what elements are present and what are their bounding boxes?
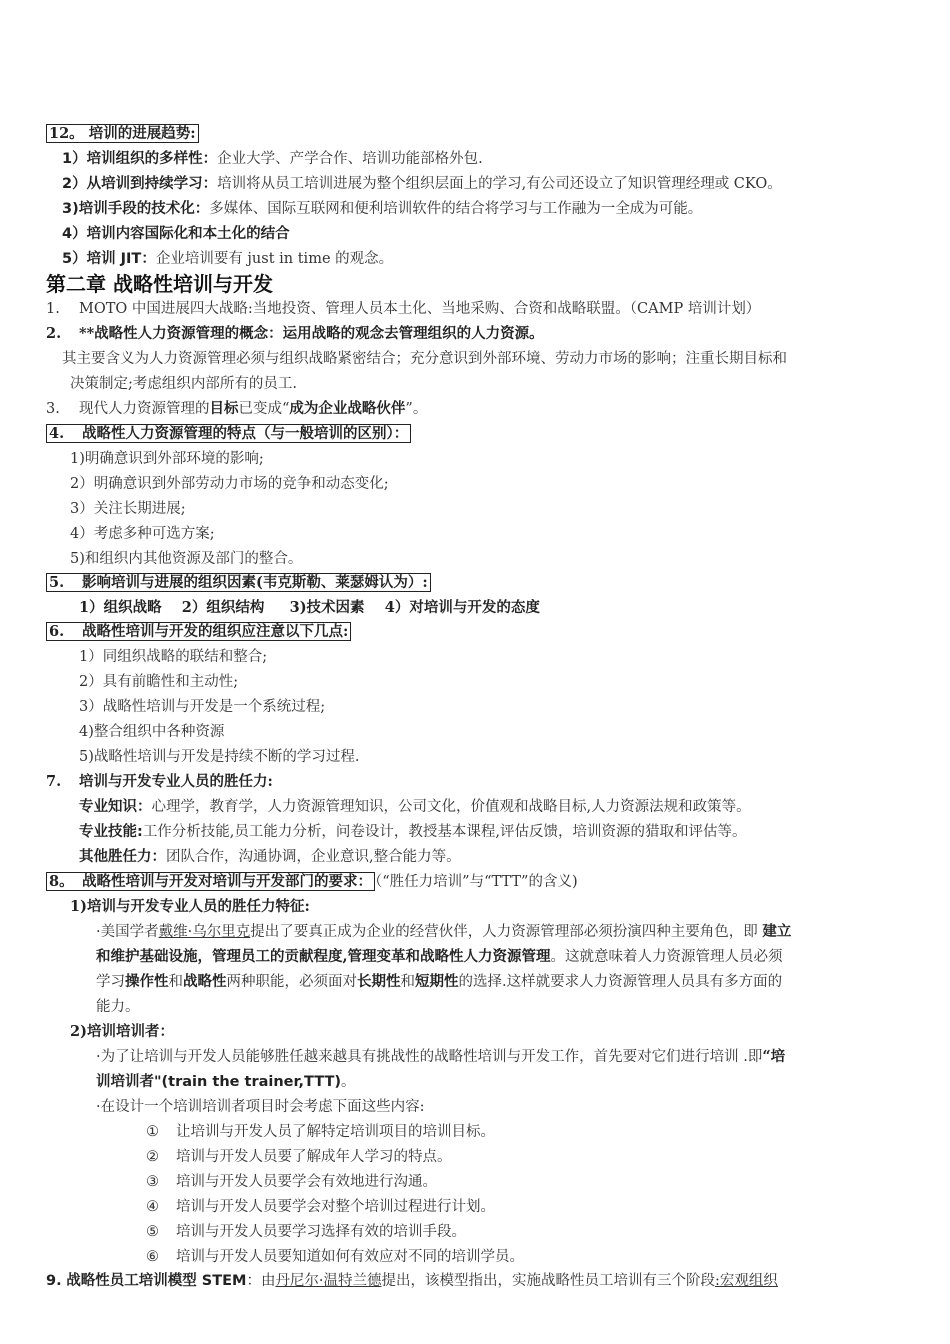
item-3: 3. 现代人力资源管理的目标已变成“成为企业战略伙伴”。 — [46, 400, 428, 417]
item-8-para-3: ·在设计一个培训培训者项目时会考虑下面这些内容: — [96, 1099, 425, 1115]
item-8-para-1-line4: 能力。 — [96, 999, 140, 1015]
item-1: 1. MOTO 中国进展四大战略:当地投资、管理人员本土化、当地采购、合资和战略联盟。（CAMP 培训计划） — [46, 301, 761, 317]
item-9: 9. 战略性员工培训模型 STEM：由丹尼尔·温特兰德提出，该模型指出，实施战略性员工培训有三个阶段:宏观组织 — [46, 1273, 778, 1289]
item-2-body-line2: 决策制定;考虑组织内部所有的员工. — [70, 376, 297, 392]
item-8-sub-2: 2)培训培训者： — [70, 1023, 174, 1040]
chapter-title: 第二章 战略性培训与开发 — [46, 272, 273, 296]
item-8-para-2-line2: 训培训者"(train the trainer,TTT)。 — [96, 1074, 356, 1090]
item-2-title: 2. **战略性人力资源管理的概念：运用战略的观念去管理组织的人力资源。 — [46, 325, 544, 342]
ttt-list-item-3: ③ 培训与开发人员要学会有效地进行沟通。 — [146, 1174, 437, 1190]
item-6-point-1: 1）同组织战略的联结和整合; — [79, 649, 268, 665]
item-7-row-1: 专业知识：心理学，教育学，人力资源管理知识，公司文化，价值观和战略目标,人力资源法规和政策等。 — [79, 799, 751, 815]
ttt-list-item-6: ⑥ 培训与开发人员要知道如何有效应对不同的培训学员。 — [146, 1249, 524, 1265]
section-12-heading: 12。 培训的进展趋势: — [46, 124, 199, 144]
item-6-title: 6. 战略性培训与开发的组织应注意以下几点: — [46, 622, 351, 642]
item-4-point-1: 1)明确意识到外部环境的影响; — [70, 451, 264, 467]
item-8-sub-1: 1)培训与开发专业人员的胜任力特征: — [70, 898, 310, 915]
item-4-point-5: 5)和组织内其他资源及部门的整合。 — [70, 551, 303, 567]
s12-item-3: 3)培训手段的技术化：多媒体、国际互联网和便利培训软件的结合将学习与工作融为一全成为可能。 — [62, 201, 703, 217]
item-6-point-2: 2）具有前瞻性和主动性; — [79, 674, 239, 690]
item-2-body-line1: 其主要含义为人力资源管理必须与组织战略紧密结合；充分意识到外部环境、劳动力市场的影响；注重长期目标和 — [62, 351, 787, 367]
item-4-point-2: 2）明确意识到外部劳动力市场的竞争和动态变化; — [70, 476, 389, 492]
ttt-list-item-2: ② 培训与开发人员要了解成年人学习的特点。 — [146, 1149, 452, 1165]
item-6-point-5: 5)战略性培训与开发是持续不断的学习过程. — [79, 749, 360, 765]
s12-item-5: 5）培训 JIT：企业培训要有 just in time 的观念。 — [62, 251, 394, 267]
item-7-row-3: 其他胜任力：团队合作，沟通协调，企业意识,整合能力等。 — [79, 849, 461, 865]
item-6-point-4: 4)整合组织中各种资源 — [79, 724, 225, 740]
item-8-para-1-line2: 和维护基础设施，管理员工的贡献程度,管理变革和战略性人力资源管理。这就意味着人力资源管理人员必须 — [96, 948, 783, 965]
item-8-title: 8。 战略性培训与开发对培训与开发部门的要求： （“胜任力培训”与“TTT”的含义) — [46, 872, 578, 892]
item-8-para-1-line1: ·美国学者戴维·乌尔里克提出了要真正成为企业的经营伙伴，人力资源管理部必须扮演四种主要角色，即 建立 — [96, 923, 792, 940]
ttt-list-item-1: ① 让培训与开发人员了解特定培训项目的培训目标。 — [146, 1124, 495, 1140]
item-4-title: 4. 战略性人力资源管理的特点（与一般培训的区别）： — [46, 424, 411, 444]
item-4-point-4: 4）考虑多种可选方案; — [70, 526, 215, 542]
item-5-factors: 1）组织战略 2）组织结构 3)技术因素 4）对培训与开发的态度 — [79, 599, 540, 616]
ttt-list-item-4: ④ 培训与开发人员要学会对整个培训过程进行计划。 — [146, 1199, 495, 1215]
item-8-para-2-line1: ·为了让培训与开发人员能够胜任越来越具有挑战性的战略性培训与开发工作，首先要对它们进行培训 .即“培 — [96, 1048, 786, 1065]
s12-item-2: 2）从培训到持续学习：培训将从员工培训进展为整个组织层面上的学习,有公司还设立了知识管理经理或 CKO。 — [62, 176, 782, 192]
ttt-list-item-5: ⑤ 培训与开发人员要学习选择有效的培训手段。 — [146, 1224, 466, 1240]
item-7-title: 7. 培训与开发专业人员的胜任力: — [46, 773, 273, 790]
item-5-title: 5. 影响培训与进展的组织因素(韦克斯勒、莱瑟姆认为）: — [46, 573, 431, 593]
s12-item-1: 1）培训组织的多样性：企业大学、产学合作、培训功能部格外包. — [62, 151, 483, 167]
item-8-para-1-line3: 学习操作性和战略性两种职能，必须面对长期性和短期性的选择.这样就要求人力资源管理人员具有多方面的 — [96, 973, 783, 990]
item-4-point-3: 3）关注长期进展; — [70, 501, 186, 517]
item-7-row-2: 专业技能:工作分析技能,员工能力分析，问卷设计，教授基本课程,评估反馈，培训资源的猎取和评估等。 — [79, 824, 747, 840]
item-6-point-3: 3）战略性培训与开发是一个系统过程; — [79, 699, 326, 715]
s12-item-4: 4）培训内容国际化和本土化的结合 — [62, 226, 290, 242]
